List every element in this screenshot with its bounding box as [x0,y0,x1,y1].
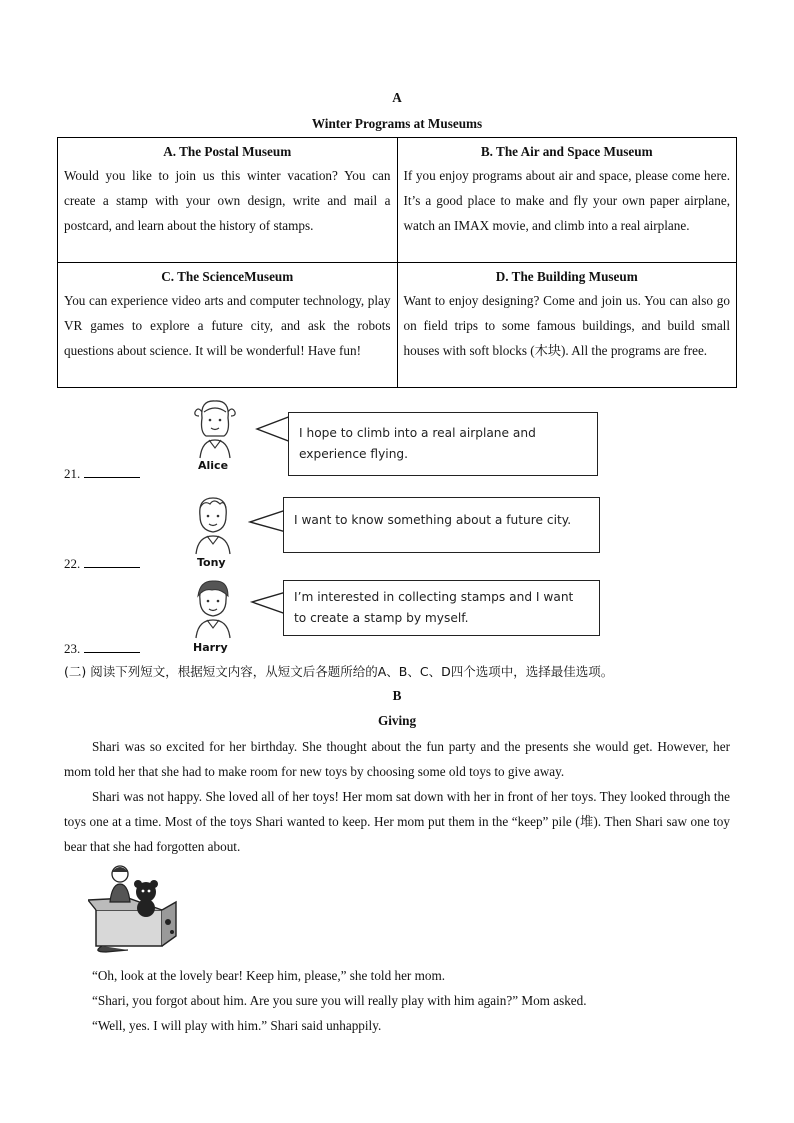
speech-bubble: I’m interested in collecting stamps and I want to create a stamp by myself. [283,580,600,636]
speaker-name: Harry [193,641,228,654]
answer-blank[interactable] [84,467,140,478]
museum-text: Would you like to join us this winter vacation? You can create a stamp with your own design, write and mail a postcard, and learn about the history of stamps. [64,168,391,233]
museum-text: You can experience video arts and computer technology, play VR games to explore a future city, and ask the robots questions about science. It will be wonderful! Have fun! [64,293,391,358]
speaker-name: Alice [198,459,229,472]
reading-instruction: (二) 阅读下列短文，根据短文内容，从短文后各题所给的A、B、C、D四个选项中，选择最佳选项。 [64,664,614,679]
speech-bubble: I hope to climb into a real airplane and experience flying. [288,412,598,476]
museum-heading: D. The Building Museum [495,269,638,284]
museum-text: Want to enjoy designing? Come and join us. You can also go on field trips to some famous buildings, and build small houses with soft blocks (木块). All the programs are free. [403,293,730,358]
dialogue-line: “Shari, you forgot about him. Are you sure you will really play with him again?” Mom asked. [92,993,587,1008]
answer-blank[interactable] [84,557,140,568]
speech-bubble: I want to know something about a future city. [283,497,600,553]
answer-blank[interactable] [84,642,140,653]
museum-cell-a [58,138,398,263]
museum-heading: A. The Postal Museum [163,144,292,159]
section-b-title: Giving [377,713,417,728]
section-a-letter: A [392,90,402,105]
question-number: 23. [64,641,81,656]
museum-heading: C. The ScienceMuseum [161,269,294,284]
question-22 [64,556,140,572]
speech-tail [255,414,291,444]
museum-table [57,137,737,388]
speech-tail [248,506,286,536]
museum-heading: B. The Air and Space Museum [480,144,653,159]
boy-illustration-icon [190,494,236,556]
section-a-title: Winter Programs at Museums [311,116,483,131]
dialogue-line: “Well, yes. I will play with him.” Shari said unhappily. [92,1018,382,1033]
girl-illustration-icon [190,398,240,460]
question-number: 21. [64,466,81,481]
museum-cell-d [397,263,737,388]
question-23 [64,641,140,657]
question-number: 22. [64,556,81,571]
question-21 [64,466,140,482]
section-b-letter: B [392,688,402,703]
boy-illustration-icon [190,578,236,640]
story-paragraph: Shari was not happy. She loved all of her toys! Her mom sat down with her in front of her toys. They looked through the toys one at a time. Most of the toys Shari wanted to keep. Her mom put them in the “keep” pile (堆). Then Shari saw one toy bear that she had forgotten about. [64,789,730,854]
museum-cell-c [58,263,398,388]
story-paragraph: Shari was so excited for her birthday. She thought about the fun party and the presents she would get. However, her mom told her that she had to make room for new toys by choosing some old toys to give away. [64,739,730,779]
speech-tail [250,588,286,618]
museum-text: If you enjoy programs about air and space, please come here. It’s a good place to make and fly your own paper airplane, watch an IMAX movie, and climb into a real airplane. [403,168,730,233]
speaker-name: Tony [197,556,226,569]
museum-cell-b [397,138,737,263]
girl-with-toy-bear-illustration-icon [88,862,180,954]
dialogue-line: “Oh, look at the lovely bear! Keep him, please,” she told her mom. [92,968,446,983]
